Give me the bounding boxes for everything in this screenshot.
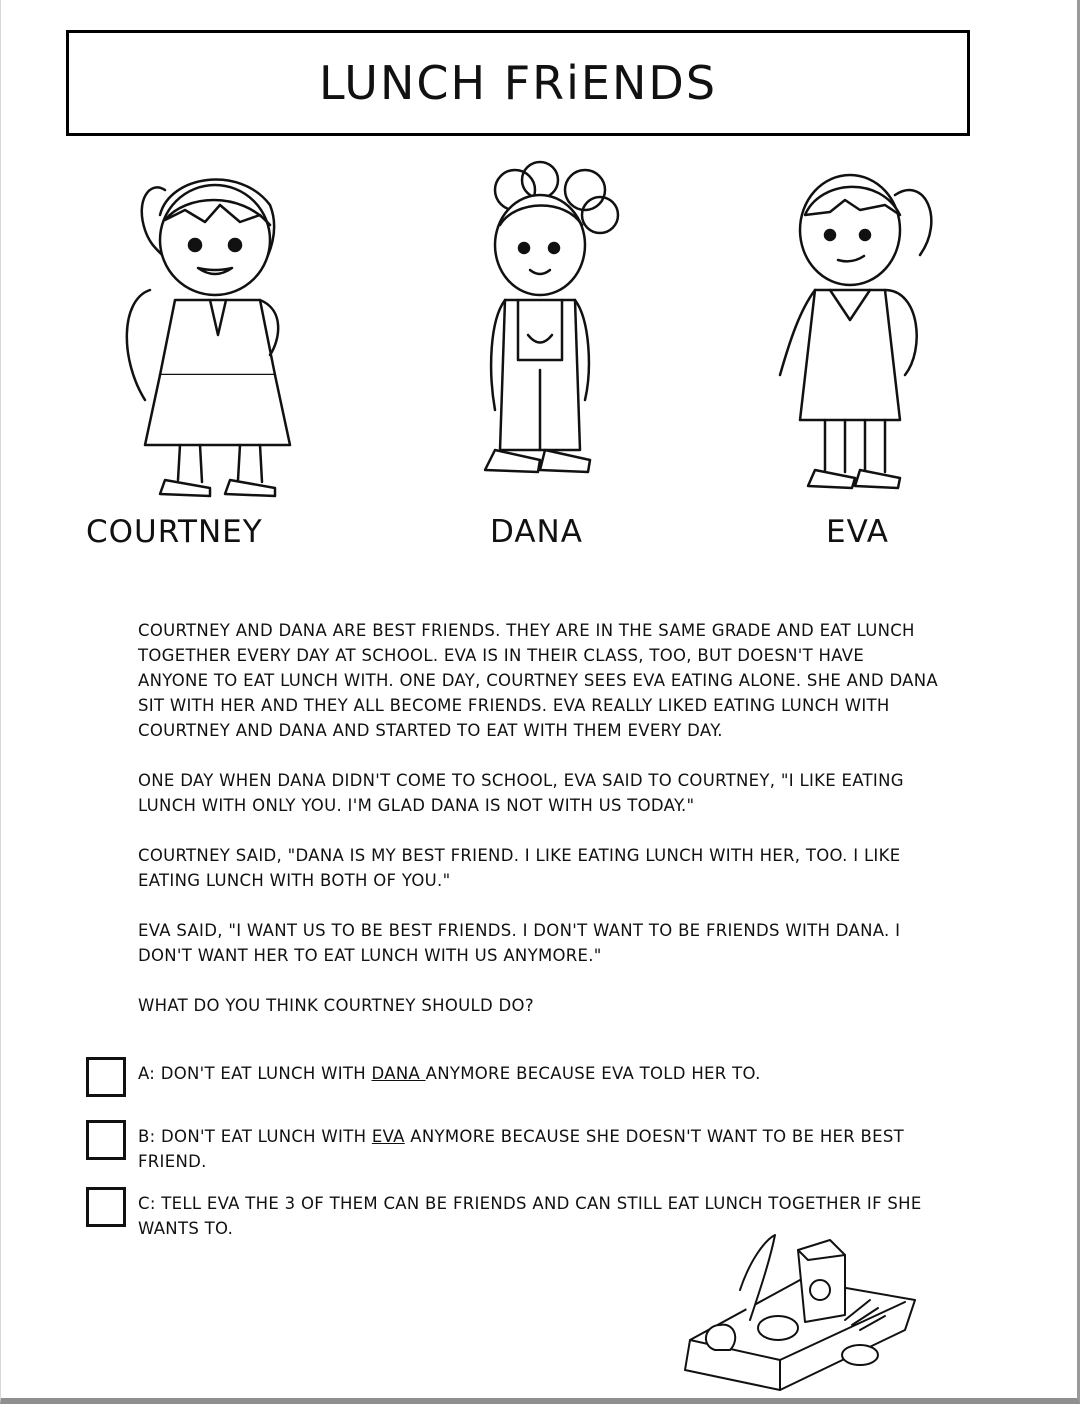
option-a-text: A: DON'T EAT LUNCH WITH DANA ANYMORE BECAUSE EVA TOLD HER TO. [138, 1064, 761, 1083]
name-courtney: COURTNEY [86, 514, 263, 550]
option-b-text: B: DON'T EAT LUNCH WITH EVA ANYMORE BECAUSE SHE DOESN'T WANT TO BE HER BEST FRIEND. [138, 1127, 905, 1171]
story-paragraph: COURTNEY AND DANA ARE BEST FRIENDS. THEY ARE IN THE SAME GRADE AND EAT LUNCH TOGETHER EVERY DAY AT SCHOOL. EVA IS IN THEIR CLASS, TOO, BUT DOESN'T HAVE ANYONE TO EAT LUNCH WITH. ONE DAY, COURTNEY SEES EVA EATING ALONE. SHE AND DANA SIT WITH HER AND THEY ALL BECOME FRIENDS. EVA REALLY LIKED EATING LUNCH WITH COURTNEY AND DANA AND STARTED TO EAT WITH THEM EVERY DAY. [138, 621, 938, 740]
question-text: WHAT DO YOU THINK COURTNEY SHOULD DO? [138, 996, 534, 1015]
story-text [138, 618, 938, 1043]
option-c-checkbox[interactable] [86, 1187, 126, 1227]
eva-illustration [760, 160, 980, 500]
option-c-text: C: TELL EVA THE 3 OF THEM CAN BE FRIENDS AND CAN STILL EAT LUNCH TOGETHER IF SHE WANTS TO. [138, 1194, 922, 1238]
dana-illustration [440, 160, 660, 500]
story-paragraph: ONE DAY WHEN DANA DIDN'T COME TO SCHOOL, EVA SAID TO COURTNEY, "I LIKE EATING LUNCH WITH ONLY YOU. I'M GLAD DANA IS NOT WITH US TODAY." [138, 771, 904, 815]
name-dana: DANA [490, 514, 583, 550]
option-a-checkbox[interactable] [86, 1057, 126, 1097]
lunch-tray-illustration [680, 1230, 920, 1395]
title-box [66, 30, 970, 136]
page-title: LUNCH FRiENDS [318, 56, 718, 110]
story-paragraph: EVA SAID, "I WANT US TO BE BEST FRIENDS. I DON'T WANT TO BE FRIENDS WITH DANA. I DON'T WANT HER TO EAT LUNCH WITH US ANYMORE." [138, 921, 901, 965]
name-eva: EVA [826, 514, 890, 550]
option-b-checkbox[interactable] [86, 1120, 126, 1160]
story-paragraph: COURTNEY SAID, "DANA IS MY BEST FRIEND. I LIKE EATING LUNCH WITH HER, TOO. I LIKE EATING LUNCH WITH BOTH OF YOU." [138, 846, 901, 890]
courtney-illustration [110, 160, 330, 500]
